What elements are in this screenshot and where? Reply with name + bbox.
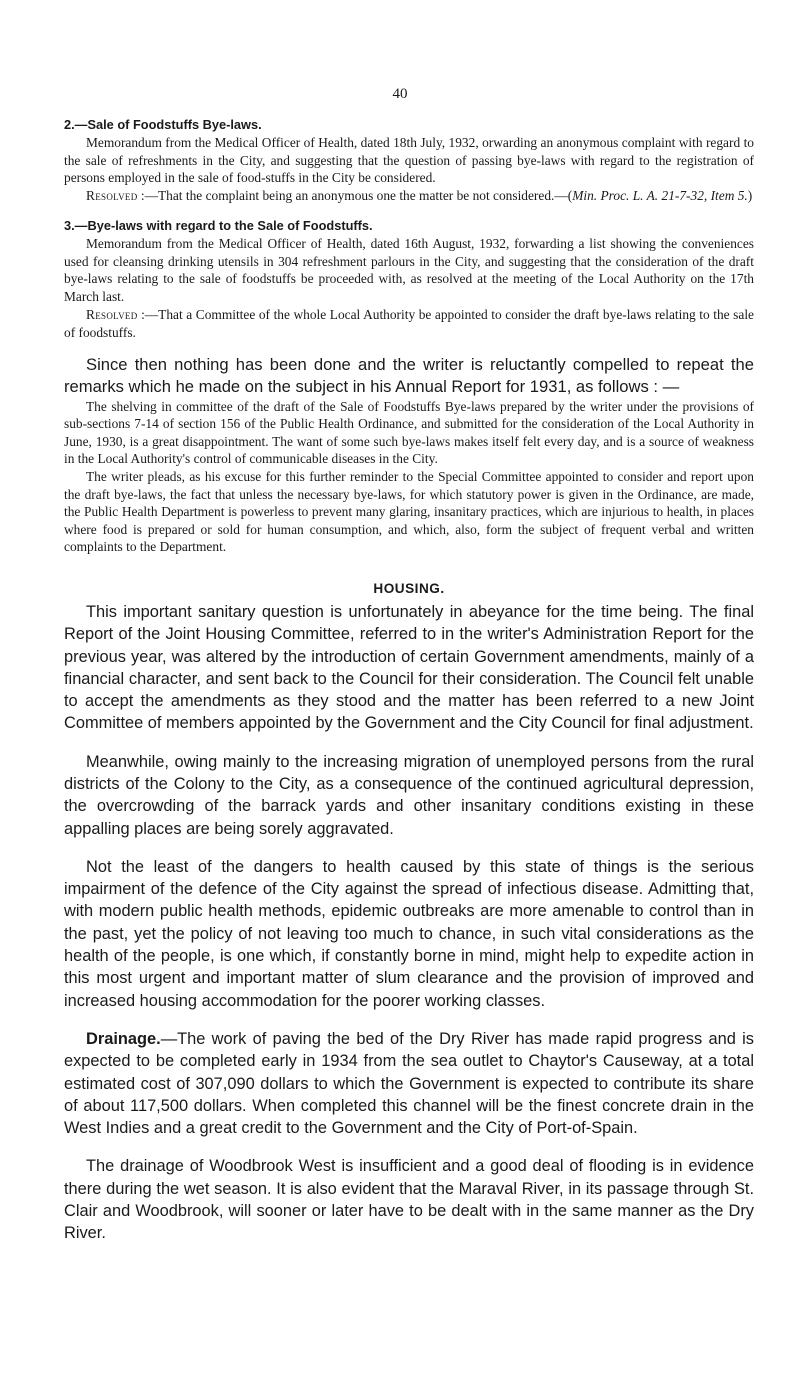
resolved-label: Resolved: [86, 188, 138, 204]
paragraph-gap: [64, 1012, 754, 1028]
reference-close: ): [747, 188, 753, 204]
housing-paragraph: This important sanitary question is unfortunately in abeyance for the time being. The final Report of the Joint Housing Committee, referred to in the writer's Administration Report for the previous year, was altered by the introduction of certain Government amendments, mainly of a financial character, and sent back to the Council for their consideration. The Council felt unable to accept the amendments as they stood and the matter has been referred to a new Joint Committee of members appointed by the Government and the City Council for final adjustment.: [64, 602, 754, 733]
memorandum-text: Memorandum from the Medical Officer of Health, dated 16th August, 1932, forwarding a list showing the conveniences used for cleansing drinking utensils in 304 refreshment parlours in the City, and suggesting that the consideration of the draft bye-laws relating to the sale of foodstuffs be proceeded with, as resolved at the meeting of the Local Authority on the 17th March last.: [64, 235, 754, 305]
quoted-paragraph: The writer pleads, as his excuse for this further reminder to the Special Committee appointed to consider and report upon the draft bye-laws, the fact that unless the necessary bye-laws, for which statutory power is given in the Ordinance, are made, the Public Health Department is powerless to prevent many glaring, insanitary practices, which are injurious to health, in places where food is prepared or sold for human consumption, and which, also, form the subject of frequent verbal and written complaints to the Department.: [64, 468, 754, 555]
paragraph-gap: [64, 735, 754, 751]
paragraph-gap: [64, 840, 754, 856]
resolved-label: Resolved: [86, 306, 138, 322]
resolution-text: :—That a Committee of the whole Local Authority be appointed to consider the draft bye-laws relating to the sale of foodstuffs.: [64, 306, 754, 340]
page-number: 40: [392, 86, 408, 102]
minutes-reference: Min. Proc. L. A. 21-7-32, Item 5.: [572, 188, 748, 204]
drainage-paragraph-2: The drainage of Woodbrook West is insufficient and a good deal of flooding is in evidence there during the wet season. It is also evident that the Maraval River, in its passage through St. Clair and Woodbrook, will sooner or later have to be dealt with in the same manner as the Dry River.: [64, 1157, 754, 1243]
quoted-paragraph: The shelving in committee of the draft of the Sale of Foodstuffs Bye-laws prepared by the writer under the provisions of sub-sections 7-14 of section 156 of the Public Health Ordinance, and submitted for the consideration of the Local Authority in June, 1930, is a great disappointment. The want of some such bye-laws makes itself felt every day, and is a source of weakness in the Local Authority's control of communicable diseases in the City.: [64, 398, 754, 467]
paragraph-gap: [64, 1139, 754, 1155]
section-title-housing: HOUSING.: [373, 580, 445, 596]
memorandum-text: Memorandum from the Medical Officer of Health, dated 18th July, 1932, orwarding an anonymous complaint with regard to the sale of refreshments in the City, and suggesting that the question of passing bye-laws with regard to the registration of persons employed in the sale of food-stuffs in the City be considered.: [64, 134, 754, 186]
housing-paragraph: Not the least of the dangers to health caused by this state of things is the serious impairment of the defence of the City against the spread of infectious disease. Admitting that, with modern public health methods, epidemic outbreaks are more amenable to control than in the past, yet the policy of not leaving too much to chance, in such vital considerations as the health of the people, is one which, if constantly borne in mind, might help to expedite action in this most urgent and important matter of slum clearance and the provision of improved and increased housing accommodation for the poorer working classes.: [64, 857, 754, 1010]
resolution: [64, 187, 754, 205]
drainage-paragraph: [64, 1028, 754, 1139]
resolution-text: :—That the complaint being an anonymous one the matter be not considered.—(: [137, 188, 573, 204]
page-content: [64, 116, 754, 1245]
item-heading: 3.—Bye-laws with regard to the Sale of Foodstuffs.: [64, 217, 373, 233]
housing-paragraph: Meanwhile, owing mainly to the increasing migration of unemployed persons from the rural districts of the Colony to the City, as a consequence of the continued agricultural depression, the overcrowding of the barrack yards and other insanitary conditions existing in these appalling places are being sorely aggravated.: [64, 752, 754, 838]
drainage-lead: Drainage.: [86, 1029, 161, 1048]
resolution: [64, 306, 754, 342]
item-bye-laws-sale-of-foodstuffs: [64, 217, 754, 342]
item-heading: 2.—Sale of Foodstuffs Bye-laws.: [64, 117, 262, 132]
drainage-text: —The work of paving the bed of the Dry River has made rapid progress and is expected to be completed early in 1934 from the sea outlet to Chaytor's Causeway, at a total estimated cost of 307,090 dollars to which the Government is expected to contribute its share of about 117,500 dollars. When completed this channel will be the finest concrete drain in the West Indies and a great credit to the Government and the City of Port-of-Spain.: [64, 1029, 754, 1138]
intro-paragraph: Since then nothing has been done and the writer is reluctantly compelled to repeat the remarks which he made on the subject in his Annual Report for 1931, as follows : —: [64, 354, 754, 396]
item-sale-of-foodstuffs: [64, 116, 754, 205]
